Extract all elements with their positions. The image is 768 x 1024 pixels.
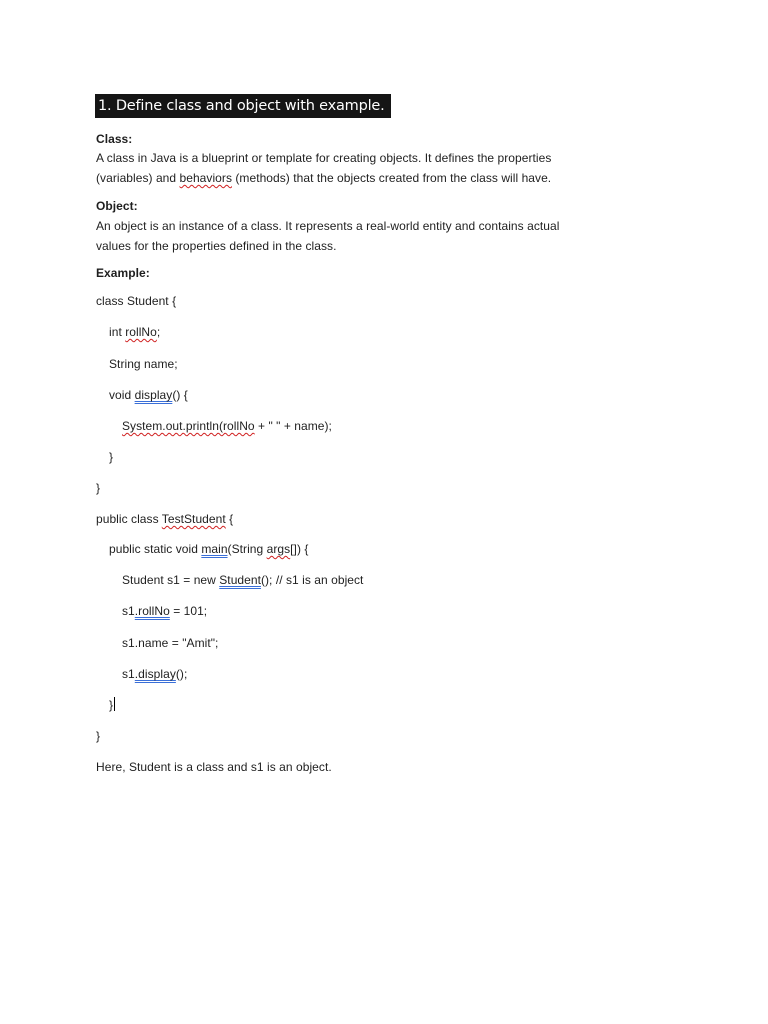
object-definition-line-2: values for the properties defined in the class. bbox=[96, 239, 337, 253]
spellcheck-word: TestStudent bbox=[161, 512, 226, 526]
grammar-word: Student bbox=[219, 573, 261, 587]
grammar-word: .display bbox=[134, 667, 176, 681]
spellcheck-word: rollNo bbox=[125, 325, 157, 339]
code-line: public static void main(String args[]) { bbox=[109, 542, 309, 556]
class-definition-line-1: A class in Java is a blueprint or template for creating objects. It defines the properties bbox=[96, 151, 552, 165]
spellcheck-word: System.out.println(rollNo bbox=[122, 419, 255, 433]
grammar-word: main bbox=[201, 542, 228, 556]
code-line: } bbox=[109, 698, 114, 712]
code-line: System.out.println(rollNo + " " + name); bbox=[122, 419, 332, 433]
code-line: class Student { bbox=[96, 294, 177, 308]
grammar-word: .rollNo bbox=[134, 604, 170, 618]
code-line: s1.display(); bbox=[122, 667, 188, 681]
object-title: Object: bbox=[96, 199, 138, 213]
class-definition-line-2: (variables) and behaviors (methods) that the objects created from the class will have. bbox=[96, 171, 552, 185]
code-line: String name; bbox=[109, 357, 178, 371]
code-line: s1.rollNo = 101; bbox=[122, 604, 208, 618]
code-line: } bbox=[109, 450, 114, 464]
text-cursor bbox=[114, 697, 115, 711]
example-title: Example: bbox=[96, 266, 150, 280]
spellcheck-word: behaviors bbox=[179, 171, 232, 185]
question-heading: 1. Define class and object with example. bbox=[95, 94, 391, 118]
code-line: public class TestStudent { bbox=[96, 512, 234, 526]
code-line: } bbox=[96, 729, 101, 743]
code-line: } bbox=[96, 481, 101, 495]
summary-line: Here, Student is a class and s1 is an object. bbox=[96, 760, 332, 774]
object-definition-line-1: An object is an instance of a class. It represents a real-world entity and contains actual bbox=[96, 219, 560, 233]
class-title: Class: bbox=[96, 132, 133, 146]
code-line: int rollNo; bbox=[109, 325, 161, 339]
grammar-word: display bbox=[134, 388, 173, 402]
code-line: Student s1 = new Student(); // s1 is an object bbox=[122, 573, 364, 587]
spellcheck-word: args bbox=[266, 542, 291, 556]
code-line: s1.name = "Amit"; bbox=[122, 636, 219, 650]
code-line: void display() { bbox=[109, 388, 188, 402]
